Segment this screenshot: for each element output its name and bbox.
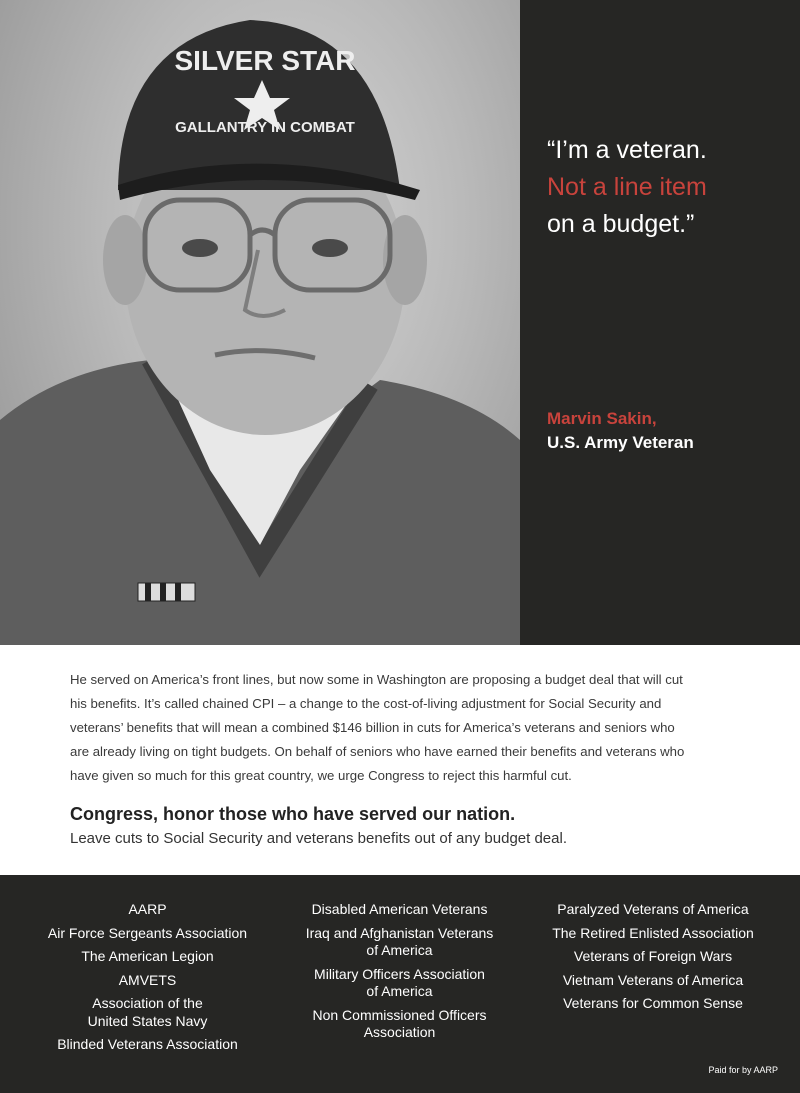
organization-name-line: of America (366, 942, 433, 958)
quote-line-3: on a budget.” (547, 210, 695, 238)
quote-attribution (547, 407, 797, 455)
organization-name (533, 948, 773, 966)
organization-name (30, 972, 265, 990)
organization-name-line: Veterans for Common Sense (563, 995, 743, 1011)
attribution-title: U.S. Army Veteran (547, 433, 694, 452)
org-column-1 (30, 901, 265, 1060)
body-line: have given so much for this great country, we urge Congress to reject this harmful cut. (70, 768, 572, 783)
organization-name (282, 1007, 517, 1042)
organization-name-line: Association (363, 1024, 436, 1040)
organization-name-line: Iraq and Afghanistan Veterans (305, 924, 494, 941)
organization-name (282, 901, 517, 919)
organization-name-line: United States Navy (87, 1012, 208, 1029)
attribution-name: Marvin Sakin, (547, 409, 657, 428)
organization-name-line: Veterans of Foreign Wars (573, 948, 733, 964)
organization-name-line: The American Legion (81, 948, 214, 964)
organization-name (533, 901, 773, 919)
organization-name (533, 995, 773, 1013)
organization-name (30, 1036, 265, 1054)
organization-name (282, 925, 517, 960)
organization-name-line: Military Officers Association (314, 965, 485, 982)
organization-name-line: Disabled American Veterans (311, 901, 488, 917)
organization-name-line: Blinded Veterans Association (57, 1036, 238, 1052)
organization-name-line: The Retired Enlisted Association (552, 924, 754, 941)
organization-name-line: of America (366, 983, 433, 999)
call-to-action-subline: Leave cuts to Social Security and veterans benefits out of any budget deal. (70, 830, 567, 847)
veteran-portrait-illustration (0, 0, 520, 645)
call-to-action-headline: Congress, honor those who have served our nation. (70, 804, 516, 824)
organization-name-line: Association of the (92, 995, 203, 1011)
body-line: veterans’ benefits that will mean a combined $146 billion in cuts for America’s veterans and seniors who (70, 720, 675, 735)
quote-line-2: Not a line item (547, 173, 707, 201)
org-column-2 (282, 901, 517, 1048)
cap-text-bottom: GALLANTRY IN COMBAT (175, 119, 355, 136)
organizations-footer (0, 875, 800, 1093)
organization-name (30, 925, 265, 943)
organization-name-line: Air Force Sergeants Association (47, 924, 248, 941)
organization-name-line: Paralyzed Veterans of America (557, 901, 749, 917)
cap-text-top: SILVER STAR (174, 45, 356, 76)
organization-name-line: Non Commissioned Officers (312, 1006, 487, 1023)
organization-name (533, 925, 773, 943)
body-line: are already living on tight budgets. On behalf of seniors who have earned their benefits and veterans who (70, 744, 685, 759)
organization-name-line: AARP (128, 901, 167, 917)
quote-panel (520, 0, 800, 645)
organization-name (30, 901, 265, 919)
organization-name (30, 995, 265, 1030)
body-line: his benefits. It’s called chained CPI – a change to the cost-of-living adjustment for Social Security and (70, 696, 662, 711)
organization-name (30, 948, 265, 966)
quote-line-1: “I’m a veteran. (547, 136, 707, 164)
organization-name (533, 972, 773, 990)
organization-name-line: Vietnam Veterans of America (562, 971, 744, 988)
paid-for-notice: Paid for by AARP (708, 1065, 778, 1075)
organization-name (282, 966, 517, 1001)
organization-name-line: AMVETS (118, 971, 177, 988)
pull-quote (547, 132, 797, 243)
org-column-3 (533, 901, 773, 1019)
body-copy (70, 668, 735, 788)
body-line: He served on America’s front lines, but now some in Washington are proposing a budget deal that will cut (70, 672, 683, 687)
veteran-photo (0, 0, 520, 645)
